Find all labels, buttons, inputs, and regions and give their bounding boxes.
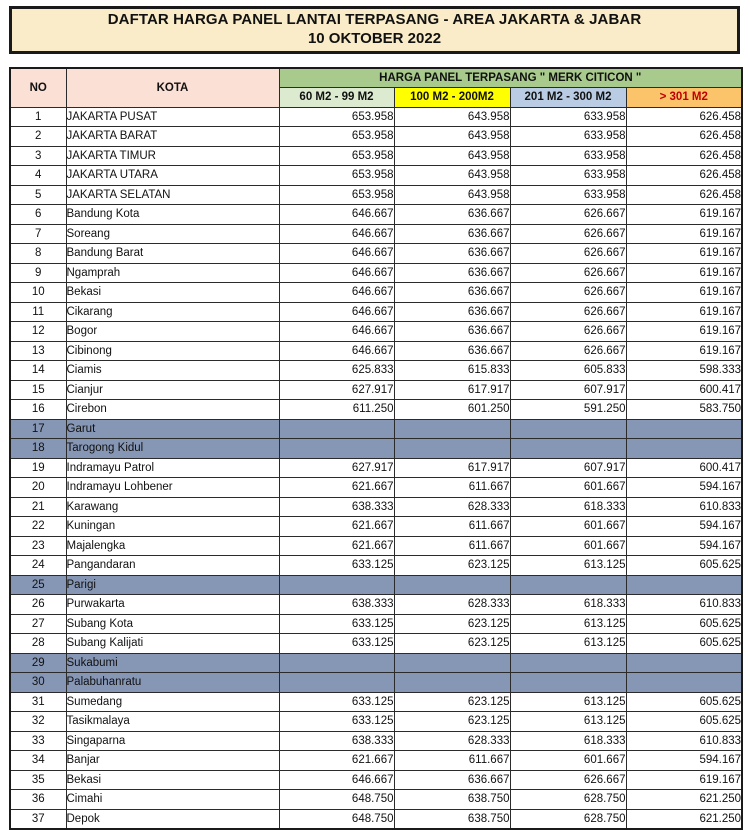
cell-price-3: 628.750: [510, 809, 626, 829]
cell-price-1: 633.125: [279, 556, 394, 576]
cell-price-1: 633.125: [279, 634, 394, 654]
cell-price-1: 646.667: [279, 205, 394, 225]
cell-price-4: 619.167: [626, 263, 742, 283]
table-row: [10, 497, 742, 517]
cell-price-1: [279, 575, 394, 595]
cell-price-2: [394, 419, 510, 439]
cell-price-4: 619.167: [626, 283, 742, 303]
cell-no: 25: [10, 575, 66, 595]
table-row: [10, 556, 742, 576]
cell-no: 13: [10, 341, 66, 361]
cell-no: 26: [10, 595, 66, 615]
cell-no: 33: [10, 731, 66, 751]
cell-price-4: 619.167: [626, 205, 742, 225]
cell-price-2: 628.333: [394, 731, 510, 751]
cell-price-2: 628.333: [394, 497, 510, 517]
cell-kota: Banjar: [66, 751, 279, 771]
cell-kota: Cimahi: [66, 790, 279, 810]
cell-kota: JAKARTA TIMUR: [66, 146, 279, 166]
cell-price-4: 605.625: [626, 712, 742, 732]
table-row: [10, 439, 742, 459]
table-row: [10, 166, 742, 186]
cell-price-3: 613.125: [510, 712, 626, 732]
column-header-no: NO: [10, 68, 66, 107]
cell-price-1: [279, 653, 394, 673]
column-header-size-60-99: 60 M2 - 99 M2: [279, 88, 394, 108]
table-row: [10, 205, 742, 225]
cell-no: 15: [10, 380, 66, 400]
cell-price-1: 633.125: [279, 614, 394, 634]
cell-no: 19: [10, 458, 66, 478]
cell-price-4: 621.250: [626, 809, 742, 829]
cell-no: 3: [10, 146, 66, 166]
table-row: [10, 517, 742, 537]
cell-price-4: 598.333: [626, 361, 742, 381]
cell-price-3: 591.250: [510, 400, 626, 420]
cell-price-1: 627.917: [279, 380, 394, 400]
column-header-kota: KOTA: [66, 68, 279, 107]
cell-price-3: 633.958: [510, 107, 626, 127]
cell-no: 4: [10, 166, 66, 186]
cell-price-3: 633.958: [510, 166, 626, 186]
cell-price-3: [510, 653, 626, 673]
cell-no: 32: [10, 712, 66, 732]
table-row: [10, 380, 742, 400]
cell-price-4: 619.167: [626, 341, 742, 361]
cell-price-3: 607.917: [510, 380, 626, 400]
cell-price-1: 621.667: [279, 517, 394, 537]
cell-no: 20: [10, 478, 66, 498]
cell-price-3: 607.917: [510, 458, 626, 478]
cell-price-4: 583.750: [626, 400, 742, 420]
cell-price-3: 601.667: [510, 517, 626, 537]
cell-price-4: [626, 439, 742, 459]
cell-price-2: 611.667: [394, 536, 510, 556]
table-row: [10, 712, 742, 732]
cell-kota: JAKARTA BARAT: [66, 127, 279, 147]
cell-kota: Purwakarta: [66, 595, 279, 615]
cell-kota: Depok: [66, 809, 279, 829]
cell-price-3: 626.667: [510, 224, 626, 244]
cell-price-2: 636.667: [394, 302, 510, 322]
cell-kota: Singaparna: [66, 731, 279, 751]
table-row: [10, 224, 742, 244]
cell-price-2: 636.667: [394, 322, 510, 342]
cell-price-2: [394, 653, 510, 673]
cell-price-2: 611.667: [394, 751, 510, 771]
cell-kota: Cianjur: [66, 380, 279, 400]
cell-price-2: 636.667: [394, 224, 510, 244]
table-row: [10, 536, 742, 556]
table-row: [10, 400, 742, 420]
cell-price-1: 627.917: [279, 458, 394, 478]
cell-no: 1: [10, 107, 66, 127]
table-row: [10, 751, 742, 771]
table-row: [10, 575, 742, 595]
cell-kota: Bekasi: [66, 283, 279, 303]
cell-price-3: 618.333: [510, 595, 626, 615]
cell-price-2: [394, 439, 510, 459]
cell-kota: Bandung Barat: [66, 244, 279, 264]
cell-price-4: 594.167: [626, 751, 742, 771]
cell-price-1: 653.958: [279, 166, 394, 186]
cell-price-3: [510, 575, 626, 595]
cell-price-1: 646.667: [279, 322, 394, 342]
table-row: [10, 809, 742, 829]
cell-no: 27: [10, 614, 66, 634]
cell-price-2: 643.958: [394, 107, 510, 127]
cell-no: 35: [10, 770, 66, 790]
cell-kota: Kuningan: [66, 517, 279, 537]
table-row: [10, 478, 742, 498]
cell-kota: Tasikmalaya: [66, 712, 279, 732]
cell-price-4: 600.417: [626, 458, 742, 478]
cell-price-3: [510, 439, 626, 459]
cell-no: 30: [10, 673, 66, 693]
cell-no: 37: [10, 809, 66, 829]
cell-price-1: 621.667: [279, 751, 394, 771]
cell-price-3: 626.667: [510, 341, 626, 361]
cell-no: 10: [10, 283, 66, 303]
cell-price-1: 638.333: [279, 497, 394, 517]
cell-price-1: 621.667: [279, 536, 394, 556]
cell-price-3: 628.750: [510, 790, 626, 810]
table-row: [10, 634, 742, 654]
cell-price-2: 628.333: [394, 595, 510, 615]
cell-price-2: 617.917: [394, 380, 510, 400]
cell-kota: JAKARTA UTARA: [66, 166, 279, 186]
cell-price-4: 610.833: [626, 497, 742, 517]
table-row: [10, 244, 742, 264]
cell-price-1: 646.667: [279, 224, 394, 244]
cell-no: 18: [10, 439, 66, 459]
cell-kota: Parigi: [66, 575, 279, 595]
cell-kota: Indramayu Patrol: [66, 458, 279, 478]
cell-kota: Cibinong: [66, 341, 279, 361]
cell-price-4: 605.625: [626, 692, 742, 712]
cell-price-4: 605.625: [626, 556, 742, 576]
cell-price-4: 594.167: [626, 478, 742, 498]
cell-price-3: 613.125: [510, 634, 626, 654]
header-row-group: [10, 68, 742, 88]
cell-no: 14: [10, 361, 66, 381]
table-row: [10, 692, 742, 712]
column-header-group-harga: HARGA PANEL TERPASANG " MERK CITICON ": [279, 68, 742, 88]
cell-no: 8: [10, 244, 66, 264]
cell-price-1: [279, 439, 394, 459]
table-row: [10, 595, 742, 615]
cell-price-4: 626.458: [626, 146, 742, 166]
cell-no: 29: [10, 653, 66, 673]
table-row: [10, 653, 742, 673]
cell-price-1: 638.333: [279, 731, 394, 751]
cell-no: 34: [10, 751, 66, 771]
column-header-size-100-200: 100 M2 - 200M2: [394, 88, 510, 108]
cell-price-4: 610.833: [626, 731, 742, 751]
cell-price-2: [394, 673, 510, 693]
cell-kota: Majalengka: [66, 536, 279, 556]
table-row: [10, 146, 742, 166]
price-table-wrapper: [9, 67, 741, 830]
cell-price-2: 636.667: [394, 263, 510, 283]
cell-price-2: 643.958: [394, 146, 510, 166]
cell-price-1: 646.667: [279, 283, 394, 303]
cell-price-3: 613.125: [510, 614, 626, 634]
cell-price-4: 621.250: [626, 790, 742, 810]
cell-price-4: 594.167: [626, 517, 742, 537]
cell-price-2: 611.667: [394, 517, 510, 537]
cell-price-3: 626.667: [510, 263, 626, 283]
column-header-size-301-plus: > 301 M2: [626, 88, 742, 108]
cell-price-4: 626.458: [626, 166, 742, 186]
cell-price-4: 619.167: [626, 302, 742, 322]
table-row: [10, 790, 742, 810]
cell-price-2: 611.667: [394, 478, 510, 498]
cell-price-4: [626, 653, 742, 673]
cell-kota: Garut: [66, 419, 279, 439]
cell-kota: Pangandaran: [66, 556, 279, 576]
cell-no: 24: [10, 556, 66, 576]
column-header-size-201-300: 201 M2 - 300 M2: [510, 88, 626, 108]
cell-price-1: 611.250: [279, 400, 394, 420]
cell-price-4: 600.417: [626, 380, 742, 400]
cell-no: 36: [10, 790, 66, 810]
cell-price-3: 613.125: [510, 556, 626, 576]
cell-price-4: 619.167: [626, 322, 742, 342]
table-row: [10, 263, 742, 283]
cell-price-4: 619.167: [626, 244, 742, 264]
cell-price-2: 643.958: [394, 127, 510, 147]
cell-price-1: 648.750: [279, 809, 394, 829]
cell-price-4: 605.625: [626, 614, 742, 634]
cell-price-2: 623.125: [394, 712, 510, 732]
cell-price-4: 619.167: [626, 770, 742, 790]
price-table: [9, 67, 743, 830]
table-row: [10, 614, 742, 634]
cell-price-1: 621.667: [279, 478, 394, 498]
cell-kota: Soreang: [66, 224, 279, 244]
cell-price-1: 646.667: [279, 770, 394, 790]
cell-price-2: 623.125: [394, 692, 510, 712]
cell-price-3: 626.667: [510, 302, 626, 322]
cell-no: 9: [10, 263, 66, 283]
cell-no: 11: [10, 302, 66, 322]
title-banner: [9, 6, 740, 54]
cell-price-1: [279, 419, 394, 439]
cell-price-2: 636.667: [394, 770, 510, 790]
table-row: [10, 302, 742, 322]
cell-price-3: [510, 673, 626, 693]
cell-price-3: 626.667: [510, 205, 626, 225]
cell-kota: Tarogong Kidul: [66, 439, 279, 459]
cell-price-3: [510, 419, 626, 439]
cell-price-2: 638.750: [394, 809, 510, 829]
cell-price-3: 626.667: [510, 322, 626, 342]
cell-kota: Karawang: [66, 497, 279, 517]
cell-kota: Bogor: [66, 322, 279, 342]
cell-kota: JAKARTA PUSAT: [66, 107, 279, 127]
cell-price-2: 636.667: [394, 283, 510, 303]
cell-price-2: 643.958: [394, 185, 510, 205]
cell-price-3: 601.667: [510, 478, 626, 498]
cell-price-1: 653.958: [279, 146, 394, 166]
cell-kota: Indramayu Lohbener: [66, 478, 279, 498]
cell-kota: Bandung Kota: [66, 205, 279, 225]
cell-kota: Subang Kota: [66, 614, 279, 634]
cell-price-3: 618.333: [510, 497, 626, 517]
cell-no: 6: [10, 205, 66, 225]
table-row: [10, 283, 742, 303]
cell-price-4: 626.458: [626, 107, 742, 127]
table-row: [10, 419, 742, 439]
cell-price-2: 636.667: [394, 205, 510, 225]
cell-price-2: 623.125: [394, 614, 510, 634]
table-row: [10, 127, 742, 147]
cell-price-2: 615.833: [394, 361, 510, 381]
cell-price-2: [394, 575, 510, 595]
table-row: [10, 322, 742, 342]
cell-no: 12: [10, 322, 66, 342]
cell-price-1: 646.667: [279, 302, 394, 322]
cell-price-3: 601.667: [510, 751, 626, 771]
cell-price-4: 605.625: [626, 634, 742, 654]
title-line-1: DAFTAR HARGA PANEL LANTAI TERPASANG - AREA JAKARTA & JABAR: [107, 11, 642, 29]
cell-price-3: 613.125: [510, 692, 626, 712]
cell-price-3: 601.667: [510, 536, 626, 556]
table-body: [10, 107, 742, 829]
cell-no: 5: [10, 185, 66, 205]
cell-kota: Palabuhanratu: [66, 673, 279, 693]
cell-price-2: 636.667: [394, 341, 510, 361]
cell-price-1: 638.333: [279, 595, 394, 615]
cell-price-1: 646.667: [279, 341, 394, 361]
cell-no: 2: [10, 127, 66, 147]
table-row: [10, 673, 742, 693]
cell-no: 17: [10, 419, 66, 439]
cell-price-3: 618.333: [510, 731, 626, 751]
cell-price-3: 626.667: [510, 770, 626, 790]
cell-kota: Cikarang: [66, 302, 279, 322]
cell-price-4: [626, 575, 742, 595]
cell-price-1: 633.125: [279, 712, 394, 732]
cell-no: 7: [10, 224, 66, 244]
cell-price-2: 638.750: [394, 790, 510, 810]
cell-price-1: 633.125: [279, 692, 394, 712]
title-line-2: 10 OKTOBER 2022: [307, 30, 442, 47]
cell-price-3: 626.667: [510, 244, 626, 264]
cell-price-3: 633.958: [510, 185, 626, 205]
cell-no: 21: [10, 497, 66, 517]
cell-price-4: 594.167: [626, 536, 742, 556]
cell-price-4: 626.458: [626, 127, 742, 147]
table-row: [10, 107, 742, 127]
cell-price-1: 646.667: [279, 244, 394, 264]
cell-price-4: [626, 419, 742, 439]
cell-price-1: 653.958: [279, 185, 394, 205]
cell-price-3: 633.958: [510, 127, 626, 147]
cell-no: 16: [10, 400, 66, 420]
cell-no: 31: [10, 692, 66, 712]
cell-kota: Ngamprah: [66, 263, 279, 283]
cell-price-3: 633.958: [510, 146, 626, 166]
cell-kota: JAKARTA SELATAN: [66, 185, 279, 205]
cell-price-2: 601.250: [394, 400, 510, 420]
cell-no: 28: [10, 634, 66, 654]
cell-price-1: 648.750: [279, 790, 394, 810]
cell-price-2: 617.917: [394, 458, 510, 478]
cell-kota: Subang Kalijati: [66, 634, 279, 654]
cell-price-2: 636.667: [394, 244, 510, 264]
cell-kota: Sukabumi: [66, 653, 279, 673]
cell-kota: Cirebon: [66, 400, 279, 420]
cell-price-2: 623.125: [394, 634, 510, 654]
table-row: [10, 458, 742, 478]
cell-kota: Bekasi: [66, 770, 279, 790]
cell-price-4: 610.833: [626, 595, 742, 615]
cell-no: 23: [10, 536, 66, 556]
table-row: [10, 770, 742, 790]
table-head: [10, 68, 742, 107]
table-row: [10, 731, 742, 751]
cell-price-1: 653.958: [279, 107, 394, 127]
table-row: [10, 185, 742, 205]
cell-no: 22: [10, 517, 66, 537]
cell-price-4: 626.458: [626, 185, 742, 205]
cell-price-3: 626.667: [510, 283, 626, 303]
cell-price-2: 643.958: [394, 166, 510, 186]
cell-price-1: [279, 673, 394, 693]
cell-price-4: [626, 673, 742, 693]
cell-price-1: 646.667: [279, 263, 394, 283]
cell-price-3: 605.833: [510, 361, 626, 381]
cell-price-4: 619.167: [626, 224, 742, 244]
table-row: [10, 361, 742, 381]
cell-kota: Ciamis: [66, 361, 279, 381]
cell-kota: Sumedang: [66, 692, 279, 712]
cell-price-1: 653.958: [279, 127, 394, 147]
table-row: [10, 341, 742, 361]
cell-price-1: 625.833: [279, 361, 394, 381]
cell-price-2: 623.125: [394, 556, 510, 576]
